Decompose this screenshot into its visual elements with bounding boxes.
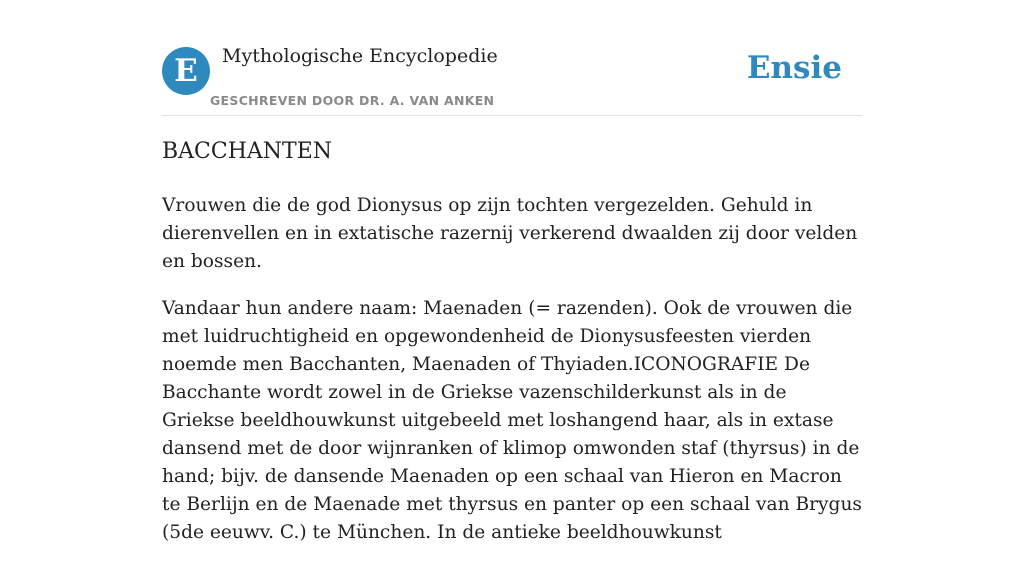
paragraph-2: Vandaar hun andere naam: Maenaden (= razenden). Ook de vrouwen die met luidruchtigheid en opgewondenheid de Dionysusfeesten vierden noemde men Bacchanten, Maenaden of Thyiaden.ICONOGRAFIE De Bacchante wordt zowel in de Griekse vazenschilderkunst als in de Griekse beeldhouwkunst uitgebeeld met loshangend haar, als in extase dansend met de door wijnranken of klimop omwonden staf (thyrsus) in de hand; bijv. de dansende Maenaden op een schaal van Hieron en Macron te Berlijn en de Maenade met thyrsus en panter op een schaal van Brygus (5de eeuwv. C.) te München. In de antieke beeldhouwkunst (162, 298, 862, 543)
article-title: BACCHANTEN (162, 139, 333, 164)
ensie-logo-icon[interactable]: E (162, 47, 210, 95)
paragraph-1: Vrouwen die de god Dionysus op zijn tochten vergezelden. Gehuld in dierenvellen en in extatische razernij verkerend dwaalden zij door velden en bossen. (162, 195, 858, 272)
author-byline[interactable]: GESCHREVEN DOOR DR. A. VAN ANKEN (210, 93, 495, 108)
encyclopedia-title-link[interactable]: Mythologische Encyclopedie (222, 45, 498, 67)
header (162, 0, 862, 116)
article-body (162, 192, 862, 566)
ensie-brand-logo[interactable]: Ensie (746, 50, 842, 86)
